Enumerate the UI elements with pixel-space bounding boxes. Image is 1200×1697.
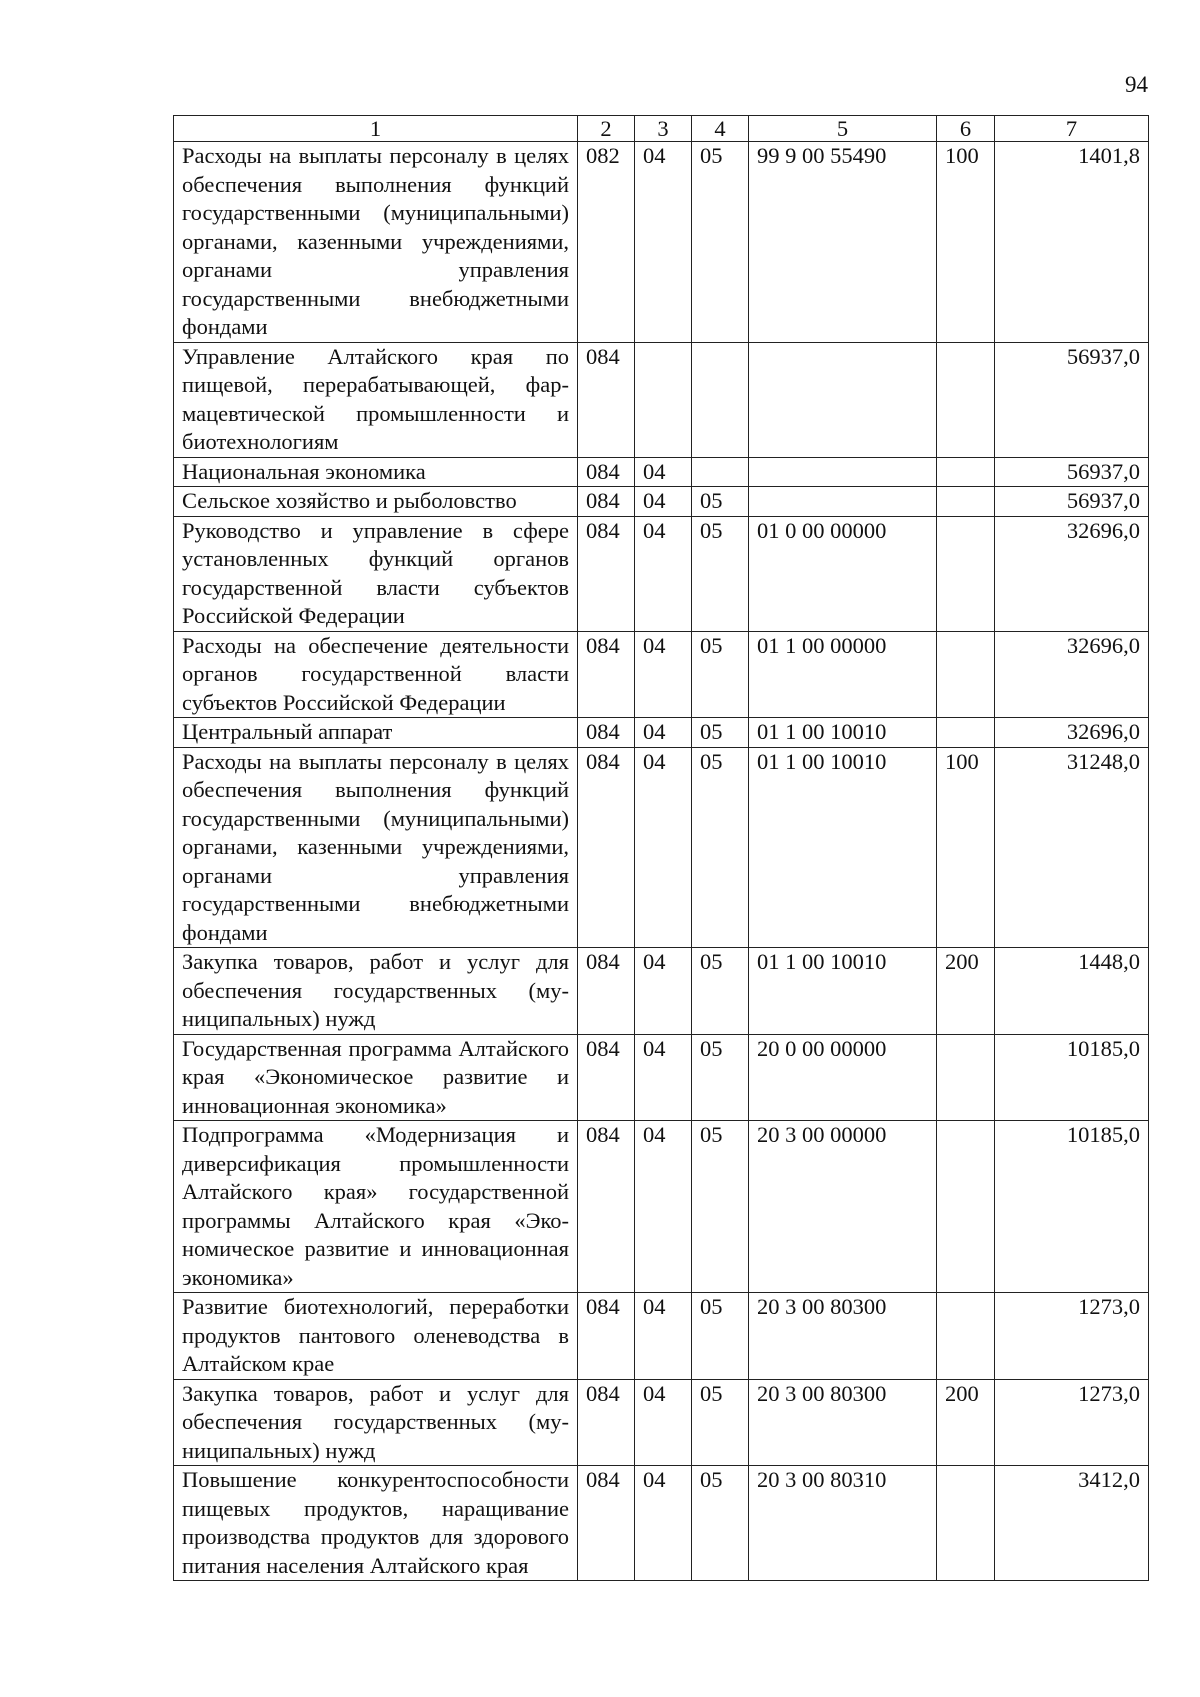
row-section-code: 04 [635,457,692,487]
table-row [174,747,1149,948]
row-amount: 32696,0 [995,631,1149,718]
header-col-6: 6 [937,116,995,142]
table-header [174,116,1149,142]
row-target-article: 01 1 00 10010 [749,747,937,948]
row-target-article: 20 0 00 00000 [749,1034,937,1121]
row-ministry-code: 084 [578,342,635,457]
row-name: Закупка товаров, работ и услуг для обеспечения государственных (муниципальных) нужд [174,948,578,1035]
row-target-article: 01 0 00 00000 [749,516,937,631]
row-target-article [749,457,937,487]
row-section-code: 04 [635,747,692,948]
row-expense-type [937,342,995,457]
row-subsection-code [692,457,749,487]
row-ministry-code: 084 [578,1293,635,1380]
row-expense-type [937,1293,995,1380]
row-expense-type [937,1034,995,1121]
row-expense-type [937,516,995,631]
row-subsection-code [692,342,749,457]
row-expense-type: 200 [937,1379,995,1466]
row-ministry-code: 084 [578,747,635,948]
row-target-article: 01 1 00 10010 [749,718,937,748]
row-ministry-code: 082 [578,142,635,343]
row-amount: 31248,0 [995,747,1149,948]
row-amount: 1448,0 [995,948,1149,1035]
row-ministry-code: 084 [578,1379,635,1466]
row-amount: 10185,0 [995,1034,1149,1121]
row-amount: 1273,0 [995,1293,1149,1380]
row-section-code: 04 [635,142,692,343]
row-ministry-code: 084 [578,948,635,1035]
row-subsection-code: 05 [692,1293,749,1380]
row-subsection-code: 05 [692,1034,749,1121]
row-subsection-code: 05 [692,747,749,948]
row-expense-type [937,457,995,487]
row-target-article: 20 3 00 80300 [749,1293,937,1380]
row-amount: 32696,0 [995,516,1149,631]
row-amount: 32696,0 [995,718,1149,748]
row-section-code: 04 [635,1293,692,1380]
row-amount: 56937,0 [995,457,1149,487]
row-subsection-code: 05 [692,631,749,718]
table-row [174,516,1149,631]
row-section-code: 04 [635,1466,692,1581]
row-subsection-code: 05 [692,1121,749,1293]
header-col-7: 7 [995,116,1149,142]
row-name: Закупка товаров, работ и услуг для обеспечения государственных (муниципальных) нужд [174,1379,578,1466]
row-target-article [749,342,937,457]
row-expense-type: 100 [937,142,995,343]
row-target-article: 20 3 00 00000 [749,1121,937,1293]
table-row [174,631,1149,718]
row-subsection-code: 05 [692,1466,749,1581]
table-row [174,1379,1149,1466]
row-section-code: 04 [635,487,692,517]
row-expense-type [937,631,995,718]
row-name: Расходы на выплаты персоналу в целях обеспечения выполнения функций государственными (муниципальными) органами, казенными учреждениями, органами управления государственными внебюджетными фондами [174,142,578,343]
row-expense-type: 100 [937,747,995,948]
row-ministry-code: 084 [578,718,635,748]
row-ministry-code: 084 [578,516,635,631]
row-target-article: 01 1 00 00000 [749,631,937,718]
row-subsection-code: 05 [692,516,749,631]
row-name: Управление Алтайского края по пищевой, перерабатывающей, фармацевтической промышленности и биотехнологиям [174,342,578,457]
table-row [174,1293,1149,1380]
row-amount: 56937,0 [995,487,1149,517]
row-target-article: 20 3 00 80300 [749,1379,937,1466]
row-ministry-code: 084 [578,631,635,718]
row-subsection-code: 05 [692,142,749,343]
row-subsection-code: 05 [692,487,749,517]
page-number: 94 [1125,72,1148,97]
row-amount: 1273,0 [995,1379,1149,1466]
row-subsection-code: 05 [692,718,749,748]
row-expense-type [937,718,995,748]
header-col-4: 4 [692,116,749,142]
row-ministry-code: 084 [578,1466,635,1581]
row-ministry-code: 084 [578,1034,635,1121]
header-col-2: 2 [578,116,635,142]
table-row [174,342,1149,457]
table-row [174,948,1149,1035]
header-row [174,116,1149,142]
table-body [174,142,1149,1581]
row-section-code [635,342,692,457]
table-row [174,487,1149,517]
row-ministry-code: 084 [578,457,635,487]
row-section-code: 04 [635,1379,692,1466]
row-ministry-code: 084 [578,487,635,517]
table-row [174,718,1149,748]
row-expense-type [937,1466,995,1581]
row-name: Расходы на выплаты персоналу в целях обеспечения выполнения функций государственными (муниципальными) органами, казенными учреждениями, органами управления государственными внебюджетными фондами [174,747,578,948]
row-name: Центральный аппарат [174,718,578,748]
row-amount: 3412,0 [995,1466,1149,1581]
table-row [174,1121,1149,1293]
row-section-code: 04 [635,1121,692,1293]
row-target-article: 99 9 00 55490 [749,142,937,343]
row-name: Сельское хозяйство и рыболовство [174,487,578,517]
row-target-article: 01 1 00 10010 [749,948,937,1035]
table-row [174,1034,1149,1121]
row-section-code: 04 [635,631,692,718]
row-amount: 10185,0 [995,1121,1149,1293]
row-expense-type [937,487,995,517]
row-name: Повышение конкурентоспособности пищевых продуктов, наращивание производства продуктов для здорового питания населения Алтайского края [174,1466,578,1581]
row-name: Подпрограмма «Модернизация и диверсификация промышленности Алтайского края» государственной программы Алтайского края «Экономическое развитие и инновационная экономика» [174,1121,578,1293]
row-name: Расходы на обеспечение деятельности органов государственной власти субъектов Российской Федерации [174,631,578,718]
header-col-5: 5 [749,116,937,142]
header-col-3: 3 [635,116,692,142]
row-section-code: 04 [635,1034,692,1121]
table-row [174,1466,1149,1581]
row-name: Развитие биотехнологий, переработки продуктов пантового оленеводства в Алтайском крае [174,1293,578,1380]
row-amount: 56937,0 [995,342,1149,457]
row-name: Национальная экономика [174,457,578,487]
row-section-code: 04 [635,718,692,748]
row-name: Государственная программа Алтайского края «Экономическое развитие и инновационная экономика» [174,1034,578,1121]
row-subsection-code: 05 [692,948,749,1035]
row-section-code: 04 [635,516,692,631]
row-target-article: 20 3 00 80310 [749,1466,937,1581]
row-expense-type [937,1121,995,1293]
row-target-article [749,487,937,517]
table-row [174,142,1149,343]
row-name: Руководство и управление в сфере установленных функций органов государственной власти субъектов Российской Федерации [174,516,578,631]
row-ministry-code: 084 [578,1121,635,1293]
header-col-1: 1 [174,116,578,142]
budget-table [173,115,1149,1581]
table-row [174,457,1149,487]
row-section-code: 04 [635,948,692,1035]
row-subsection-code: 05 [692,1379,749,1466]
row-expense-type: 200 [937,948,995,1035]
row-amount: 1401,8 [995,142,1149,343]
